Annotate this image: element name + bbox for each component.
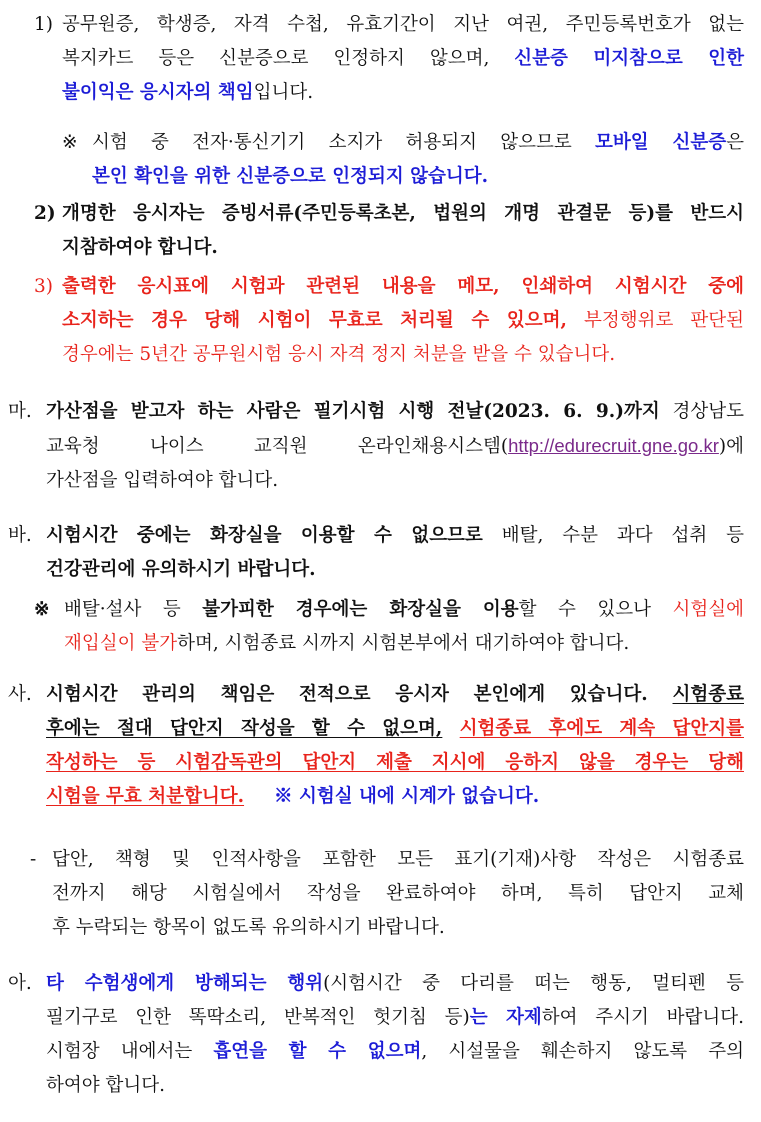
no-id-warning: 신분증 미지참으로 인한	[514, 48, 744, 69]
recruit-system-link[interactable]: http://edurecruit.gne.go.kr	[508, 435, 719, 456]
section-sa	[8, 678, 744, 814]
item-3-line-1: 출력한 응시표에 시험과 관련된 내용을 메모, 인쇄하여 시험시간 중에	[62, 276, 744, 297]
item-2-line-1: 개명한 응시자는 증빙서류(주민등록초본, 법원의 개명 관결문 등)를 반드시	[62, 203, 744, 224]
note-restroom	[34, 593, 744, 661]
section-ba	[8, 519, 744, 587]
note-1-line-1: 시험 중 전자·통신기기 소지가 허용되지 않으므로 모바일 신분증은	[92, 132, 744, 153]
item-1-line-2: 복지카드 등은 신분증으로 인정하지 않으며, 신분증 미지참으로 인한	[62, 48, 744, 69]
section-sa-line-4: 시험을 무효 처분합니다. ※ 시험실 내에 시계가 없습니다.	[46, 786, 540, 807]
section-ma-line-3: 가산점을 입력하여야 합니다.	[46, 470, 279, 491]
item-3-line-3: 경우에는 5년간 공무원시험 응시 자격 정지 처분을 받을 수 있습니다.	[62, 344, 616, 365]
note-2-line-1: 배탈·설사 등 불가피한 경우에는 화장실을 이용할 수 있으나 시험실에	[64, 599, 744, 620]
dash-line-3: 후 누락되는 항목이 없도록 유의하시기 바랍니다.	[52, 917, 445, 938]
section-sa-line-3: 작성하는 등 시험감독관의 답안지 제출 지시에 응하지 않을 경우는 당해	[46, 752, 744, 773]
reference-mark-icon: ※	[62, 132, 78, 153]
item-1-line-1: 공무원증, 학생증, 자격 수첩, 유효기간이 지난 여권, 주민등록번호가 없는	[62, 14, 744, 35]
reference-mark-icon: ※	[34, 599, 50, 620]
dash-line-2: 전까지 해당 시험실에서 작성을 완료하여야 하며, 특히 답안지 교체	[52, 883, 744, 904]
section-sa-marker: 사.	[8, 684, 32, 705]
section-ba-line-1: 시험시간 중에는 화장실을 이용할 수 없으므로 배탈, 수분 과다 섭취 등	[46, 525, 744, 546]
section-a-line-1: 타 수험생에게 방해되는 행위(시험시간 중 다리를 떠는 행동, 멀티펜 등	[46, 973, 744, 994]
section-sa-line-1: 시험시간 관리의 책임은 전적으로 응시자 본인에게 있습니다. 시험종료	[46, 684, 744, 705]
item-1-line-3: 불이익은 응시자의 책임입니다.	[62, 82, 314, 103]
answer-sheet-note	[30, 843, 744, 945]
item-1-marker: 1)	[34, 14, 53, 35]
section-ma-marker: 마.	[8, 401, 32, 422]
section-a-line-2: 필기구로 인한 똑딱소리, 반복적인 헛기침 등)는 자제하여 주시기 바랍니다.	[46, 1007, 745, 1028]
section-ma-line-1: 가산점을 받고자 하는 사람은 필기시험 시행 전날(2023. 6. 9.)까지 경상남도	[46, 401, 744, 422]
item-3-marker: 3)	[34, 276, 53, 297]
item-1	[34, 8, 744, 110]
dash-marker: -	[30, 849, 37, 870]
section-ba-marker: 바.	[8, 525, 32, 546]
item-2-marker: 2)	[34, 203, 56, 224]
note-mobile-id	[62, 126, 744, 194]
item-2	[34, 197, 744, 265]
no-clock-notice: ※ 시험실 내에 시계가 없습니다.	[274, 786, 540, 807]
section-ma	[8, 395, 744, 498]
section-a-marker: 아.	[8, 973, 32, 994]
section-sa-line-2: 후에는 절대 답안지 작성을 할 수 없으며, 시험종료 후에도 계속 답안지를	[46, 718, 744, 739]
dash-line-1: 답안, 책형 및 인적사항을 포함한 모든 표기(기재)사항 작성은 시험종료	[52, 849, 744, 870]
item-3-line-2: 소지하는 경우 당해 시험이 무효로 처리될 수 있으며, 부정행위로 판단된	[62, 310, 744, 331]
section-a	[8, 967, 744, 1103]
section-a-line-3: 시험장 내에서는 흡연을 할 수 없으며, 시설물을 훼손하지 않도록 주의	[46, 1041, 745, 1062]
section-ba-line-2: 건강관리에 유의하시기 바랍니다.	[46, 559, 316, 580]
section-ma-line-2: 교육청 나이스 교직원 온라인채용시스템(http://edurecruit.gne.go.kr)에	[46, 435, 744, 457]
item-2-line-2: 지참하여야 합니다.	[62, 237, 218, 258]
note-2-line-2: 재입실이 불가하며, 시험종료 시까지 시험본부에서 대기하여야 합니다.	[64, 633, 630, 654]
section-a-line-4: 하여야 합니다.	[46, 1075, 165, 1096]
item-3	[34, 270, 744, 372]
note-1-line-2: 본인 확인을 위한 신분증으로 인정되지 않습니다.	[92, 166, 489, 187]
